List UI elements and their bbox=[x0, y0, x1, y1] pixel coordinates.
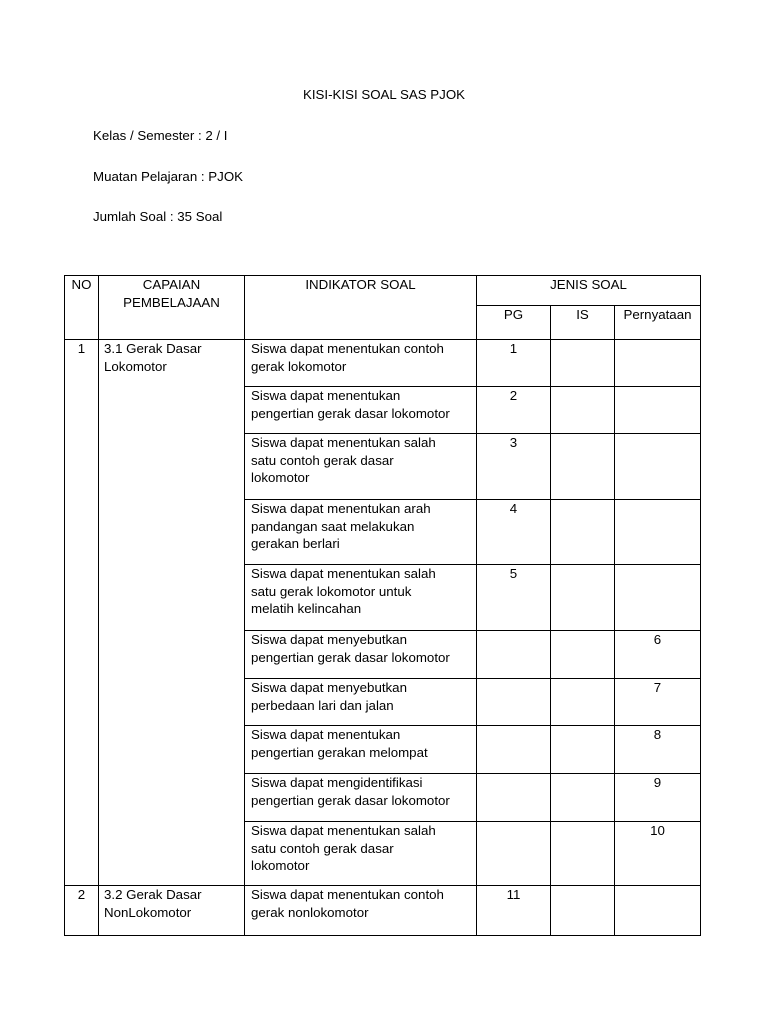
indikator-cell: Siswa dapat mengidentifikasi pengertian gerak dasar lokomotor bbox=[245, 774, 477, 822]
is-cell bbox=[551, 631, 615, 679]
table-row bbox=[65, 886, 701, 936]
indikator-cell: Siswa dapat menentukan pengertian gerakan melompat bbox=[245, 726, 477, 774]
pernyataan-cell bbox=[615, 500, 701, 565]
header-capaian: CAPAIAN PEMBELAJAAN bbox=[99, 276, 245, 340]
pernyataan-cell: 7 bbox=[615, 679, 701, 726]
kisi-kisi-table bbox=[64, 275, 701, 936]
pg-cell: 1 bbox=[477, 340, 551, 387]
pg-cell: 2 bbox=[477, 387, 551, 434]
indikator-cell: Siswa dapat menentukan pengertian gerak dasar lokomotor bbox=[245, 387, 477, 434]
is-cell bbox=[551, 726, 615, 774]
pernyataan-cell: 6 bbox=[615, 631, 701, 679]
is-cell bbox=[551, 387, 615, 434]
header-no: NO bbox=[65, 276, 99, 340]
pg-cell bbox=[477, 679, 551, 726]
pernyataan-cell bbox=[615, 387, 701, 434]
pernyataan-cell bbox=[615, 340, 701, 387]
pg-cell bbox=[477, 726, 551, 774]
pernyataan-cell: 9 bbox=[615, 774, 701, 822]
capaian-cell: 3.2 Gerak Dasar NonLokomotor bbox=[99, 886, 245, 936]
is-cell bbox=[551, 565, 615, 631]
is-cell bbox=[551, 774, 615, 822]
header-is: IS bbox=[551, 306, 615, 340]
pernyataan-cell bbox=[615, 565, 701, 631]
indikator-cell: Siswa dapat menentukan salah satu contoh gerak dasar lokomotor bbox=[245, 822, 477, 886]
header-pg: PG bbox=[477, 306, 551, 340]
is-cell bbox=[551, 822, 615, 886]
is-cell bbox=[551, 340, 615, 387]
indikator-cell: Siswa dapat menentukan arah pandangan saat melakukan gerakan berlari bbox=[245, 500, 477, 565]
pernyataan-cell: 8 bbox=[615, 726, 701, 774]
indikator-cell: Siswa dapat menyebutkan perbedaan lari dan jalan bbox=[245, 679, 477, 726]
row-number: 1 bbox=[65, 340, 99, 886]
row-number: 2 bbox=[65, 886, 99, 936]
table-row bbox=[65, 340, 701, 387]
pg-cell: 3 bbox=[477, 434, 551, 500]
capaian-cell: 3.1 Gerak Dasar Lokomotor bbox=[99, 340, 245, 886]
kelas-semester: Kelas / Semester : 2 / I bbox=[93, 128, 228, 143]
pg-cell: 11 bbox=[477, 886, 551, 936]
indikator-cell: Siswa dapat menyebutkan pengertian gerak dasar lokomotor bbox=[245, 631, 477, 679]
header-indikator: INDIKATOR SOAL bbox=[245, 276, 477, 340]
indikator-cell: Siswa dapat menentukan contoh gerak nonlokomotor bbox=[245, 886, 477, 936]
indikator-cell: Siswa dapat menentukan salah satu contoh gerak dasar lokomotor bbox=[245, 434, 477, 500]
pg-cell bbox=[477, 822, 551, 886]
pg-cell bbox=[477, 631, 551, 679]
is-cell bbox=[551, 434, 615, 500]
pernyataan-cell bbox=[615, 434, 701, 500]
document-title: KISI-KISI SOAL SAS PJOK bbox=[302, 87, 466, 102]
is-cell bbox=[551, 886, 615, 936]
jumlah-soal: Jumlah Soal : 35 Soal bbox=[93, 209, 223, 224]
indikator-cell: Siswa dapat menentukan contoh gerak lokomotor bbox=[245, 340, 477, 387]
pg-cell: 5 bbox=[477, 565, 551, 631]
header-pernyataan: Pernyataan bbox=[615, 306, 701, 340]
indikator-cell: Siswa dapat menentukan salah satu gerak lokomotor untuk melatih kelincahan bbox=[245, 565, 477, 631]
pg-cell: 4 bbox=[477, 500, 551, 565]
is-cell bbox=[551, 500, 615, 565]
pernyataan-cell bbox=[615, 886, 701, 936]
pernyataan-cell: 10 bbox=[615, 822, 701, 886]
muatan-pelajaran: Muatan Pelajaran : PJOK bbox=[93, 169, 244, 184]
is-cell bbox=[551, 679, 615, 726]
pg-cell bbox=[477, 774, 551, 822]
header-jenis-soal: JENIS SOAL bbox=[477, 276, 701, 306]
